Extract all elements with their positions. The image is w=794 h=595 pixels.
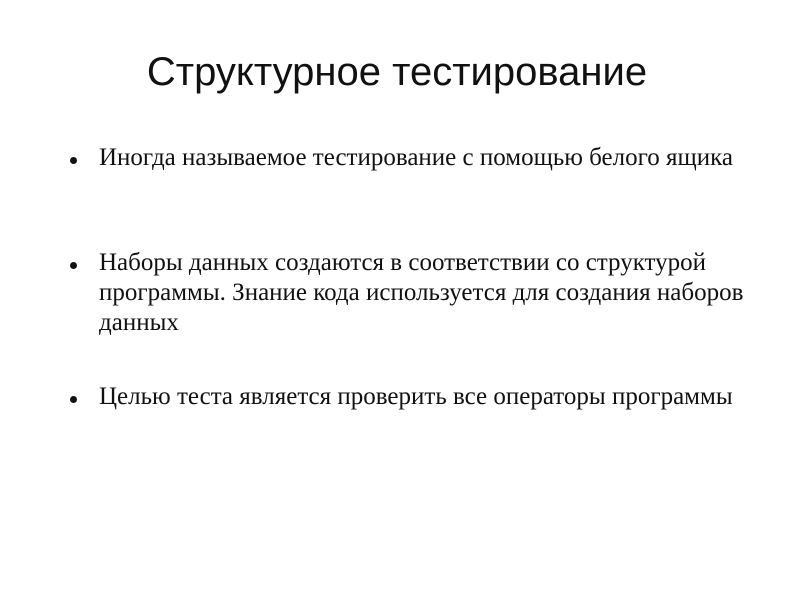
bullet-dot-icon (70, 262, 77, 269)
bullet-dot-icon (70, 157, 77, 164)
slide-title: Структурное тестирование (146, 50, 648, 94)
bullet-text: Целью теста является проверить все операторы программы (99, 383, 733, 410)
bullet-dot-icon (70, 396, 77, 403)
bullet-text: Иногда называемое тестирование с помощью белого ящика (99, 144, 733, 171)
bullet-text: Наборы данных создаются в соответствии со структурой программы. Знание кода используется для создания наборов данных (99, 249, 744, 336)
